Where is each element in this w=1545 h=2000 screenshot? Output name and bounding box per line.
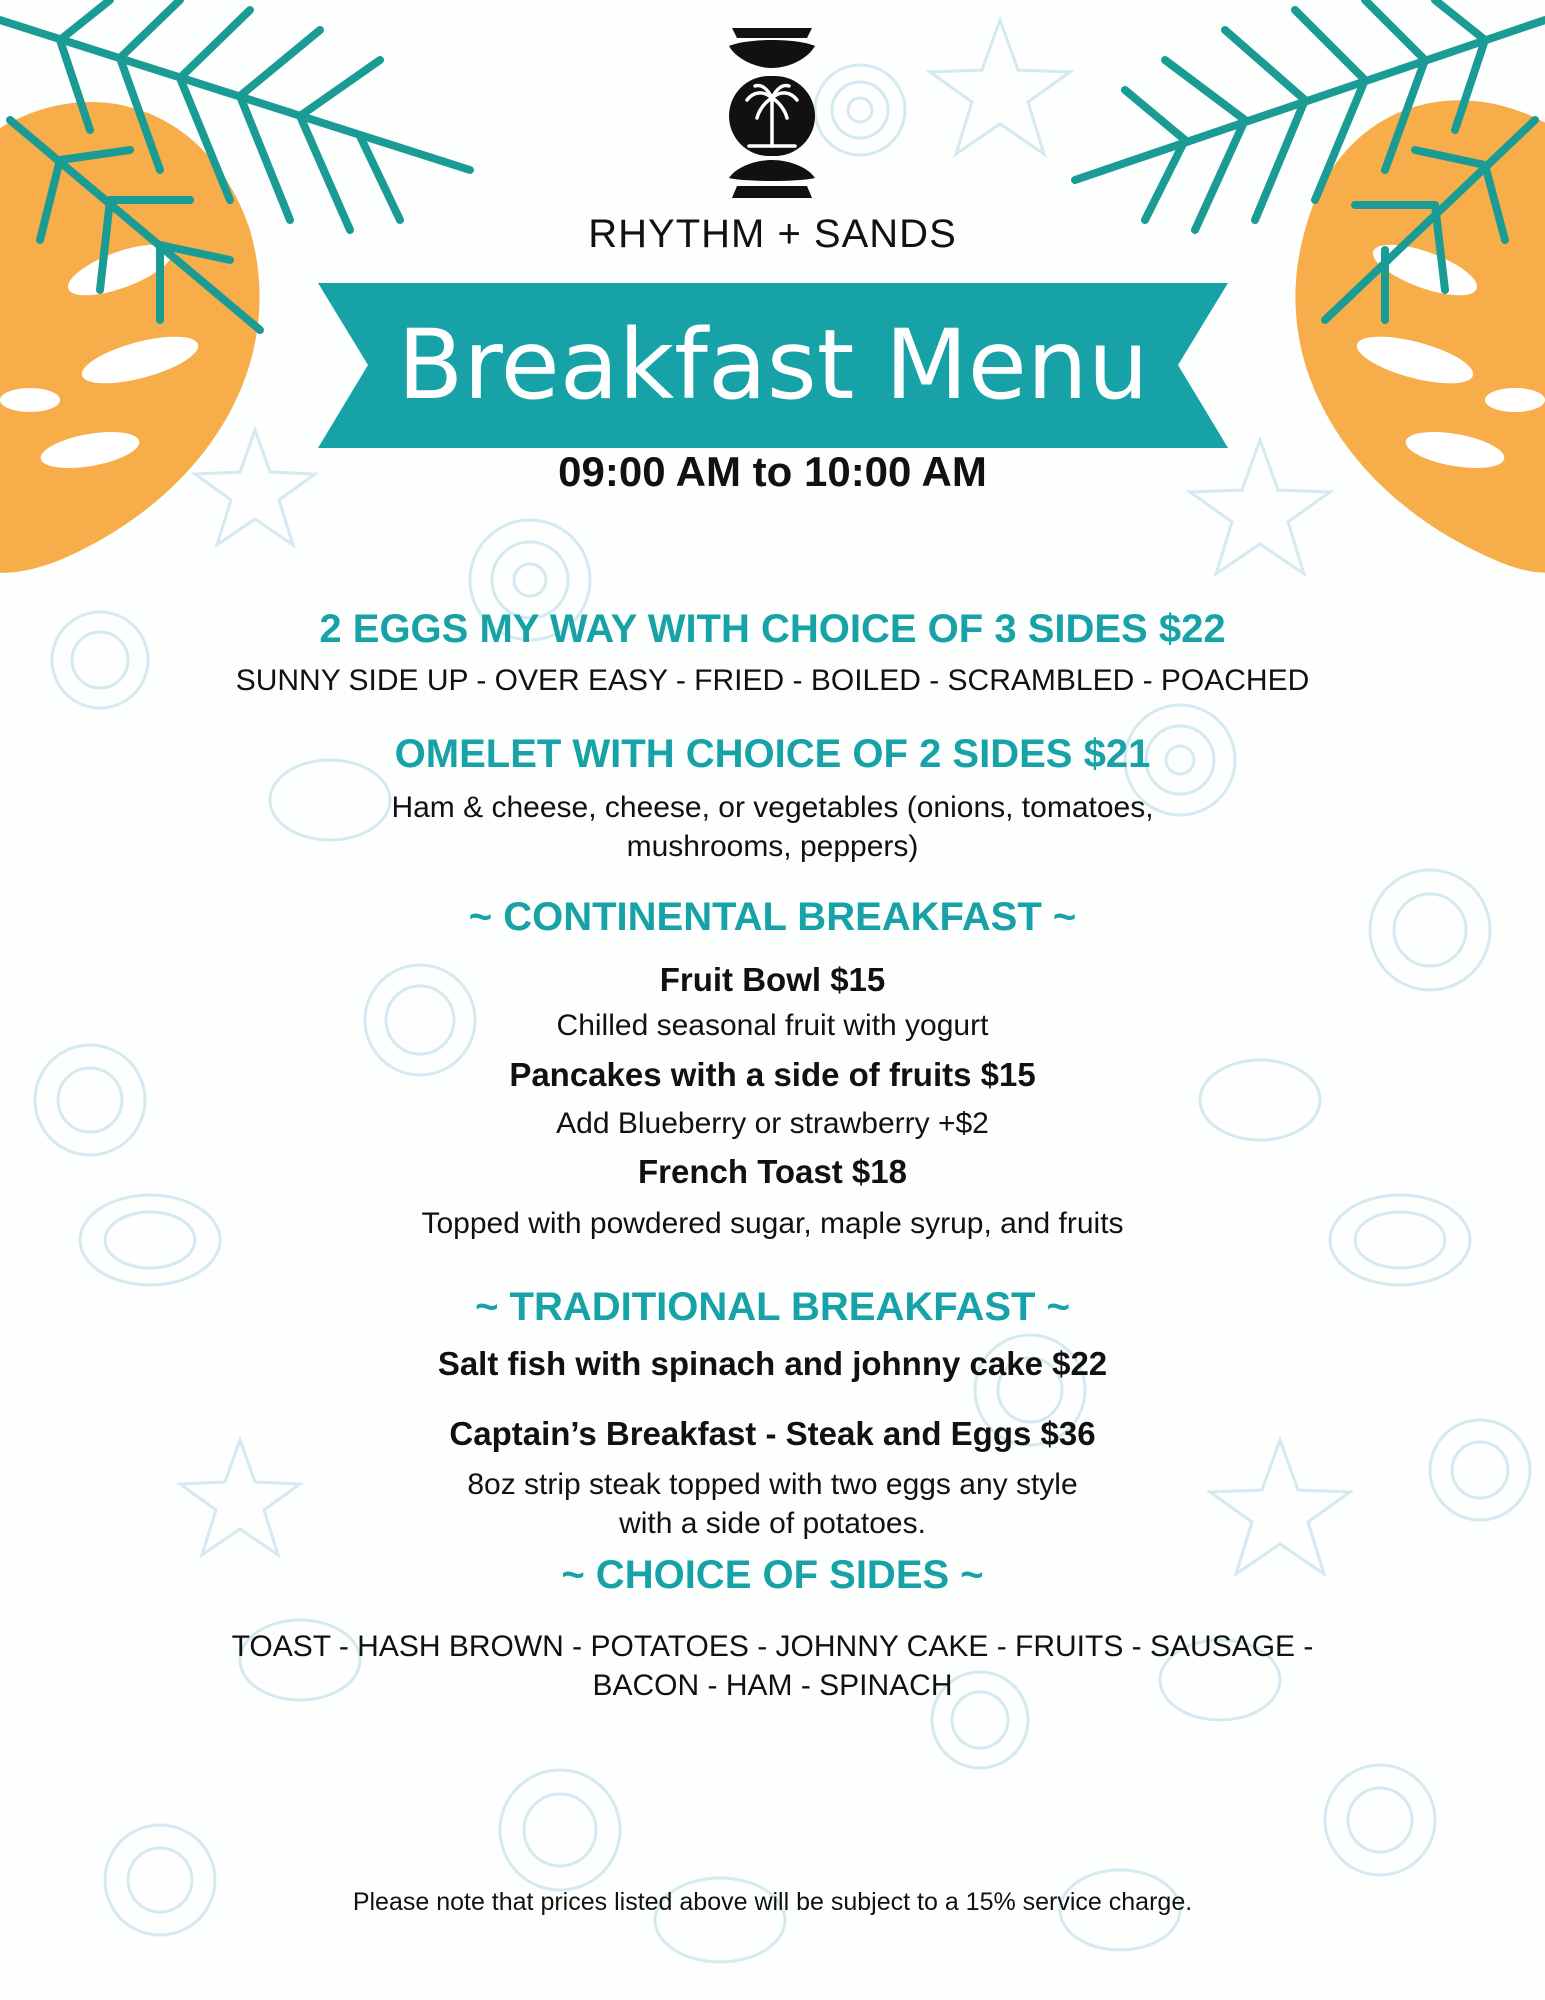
continental-heading: ~ CONTINENTAL BREAKFAST ~ <box>468 895 1077 939</box>
eggs-heading: 2 EGGS MY WAY WITH CHOICE OF 3 SIDES $22 <box>319 607 1226 651</box>
menu-item-name: Captain’s Breakfast - Steak and Eggs $36 <box>449 1415 1096 1452</box>
sides-list-line-2: BACON - HAM - SPINACH <box>592 1669 953 1702</box>
traditional-heading: ~ TRADITIONAL BREAKFAST ~ <box>475 1285 1070 1329</box>
menu-item-name: Salt fish with spinach and johnny cake $22 <box>437 1345 1108 1382</box>
monstera-leaf-icon <box>1295 100 1545 573</box>
palm-tree-totem-logo-icon <box>727 28 817 198</box>
menu-item-description: Chilled seasonal fruit with yogurt <box>556 1009 989 1042</box>
omelet-description-line-2: mushrooms, peppers) <box>626 830 919 863</box>
menu-item-description-line-1: 8oz strip steak topped with two eggs any style <box>467 1468 1078 1501</box>
menu-item-name: Fruit Bowl $15 <box>659 961 886 998</box>
menu-item-name: French Toast $18 <box>638 1153 907 1190</box>
egg-style-options: SUNNY SIDE UP - OVER EASY - FRIED - BOILED - SCRAMBLED - POACHED <box>235 664 1310 697</box>
menu-title: Breakfast Menu <box>397 309 1149 421</box>
menu-item-description: Add Blueberry or strawberry +$2 <box>556 1107 989 1140</box>
sides-heading: ~ CHOICE OF SIDES ~ <box>561 1553 984 1597</box>
menu-item-description-line-2: with a side of potatoes. <box>619 1507 926 1540</box>
menu-item-name: Pancakes with a side of fruits $15 <box>509 1056 1036 1093</box>
sides-list-line-1: TOAST - HASH BROWN - POTATOES - JOHNNY CAKE - FRUITS - SAUSAGE - <box>231 1630 1314 1663</box>
service-charge-note: Please note that prices listed above will be subject to a 15% service charge. <box>352 1888 1193 1916</box>
omelet-heading: OMELET WITH CHOICE OF 2 SIDES $21 <box>394 732 1151 776</box>
omelet-description-line-1: Ham & cheese, cheese, or vegetables (onions, tomatoes, <box>391 791 1154 824</box>
serving-hours: 09:00 AM to 10:00 AM <box>558 448 987 495</box>
brand-name: RHYTHM + SANDS <box>588 212 957 256</box>
menu-item-description: Topped with powdered sugar, maple syrup, and fruits <box>421 1207 1124 1240</box>
